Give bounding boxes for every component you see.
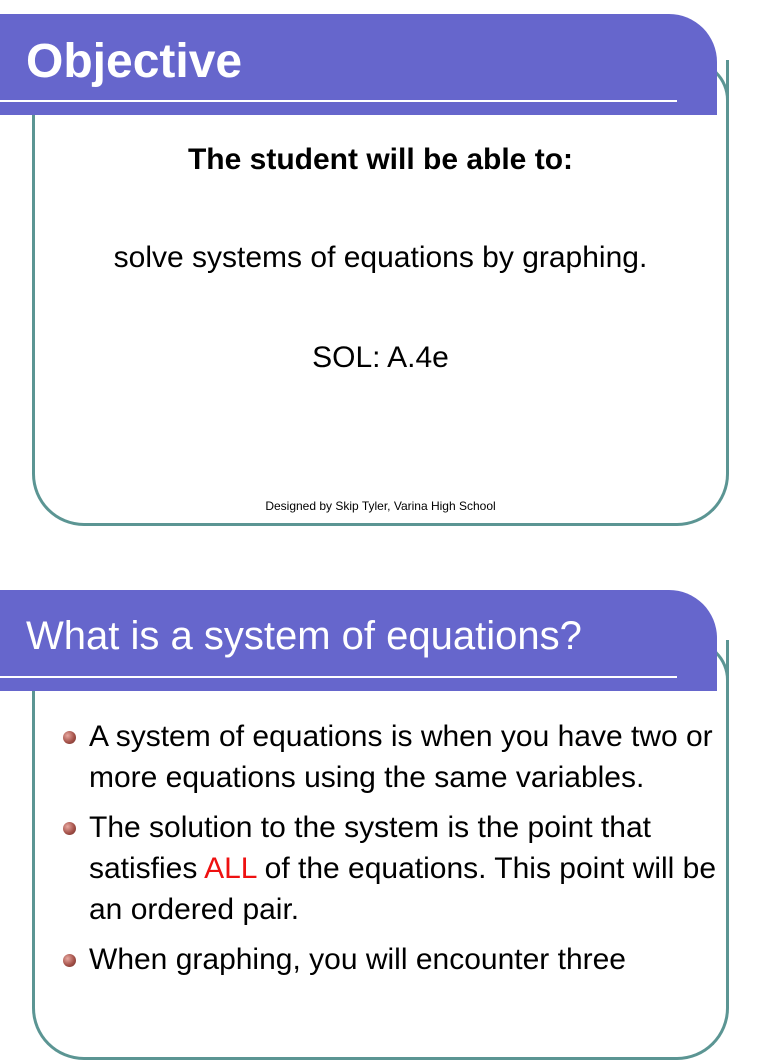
- bullet-icon: [63, 822, 76, 835]
- bullet-text: A system of equations is when you have two or more equations using the same variables.: [89, 720, 713, 794]
- title-bar: [0, 590, 717, 691]
- sol-code: SOL: A.4e: [312, 341, 449, 374]
- bullet-icon: [63, 731, 76, 744]
- title-underline: [0, 676, 677, 678]
- bullet-item: [60, 939, 720, 980]
- bullet-text-start: The solution to the system is the point that satisfies: [89, 811, 651, 885]
- slide-title: Objective: [26, 35, 243, 88]
- objective-heading: The student will be able to:: [187, 143, 574, 176]
- bullet-item: [60, 716, 720, 798]
- bullet-highlight: ALL: [204, 852, 257, 885]
- bullet-text: When graphing, you will encounter three: [89, 943, 626, 976]
- objective-text: solve systems of equations by graphing.: [113, 241, 648, 274]
- slide-title: What is a system of equations?: [26, 614, 582, 658]
- bullet-text-end: of the equations. This point will be an ordered pair.: [89, 852, 717, 926]
- bullet-item: [60, 807, 720, 930]
- bullet-icon: [63, 954, 76, 967]
- slide-footer: Designed by Skip Tyler, Varina High School: [265, 499, 496, 513]
- bullet-list: [60, 716, 720, 989]
